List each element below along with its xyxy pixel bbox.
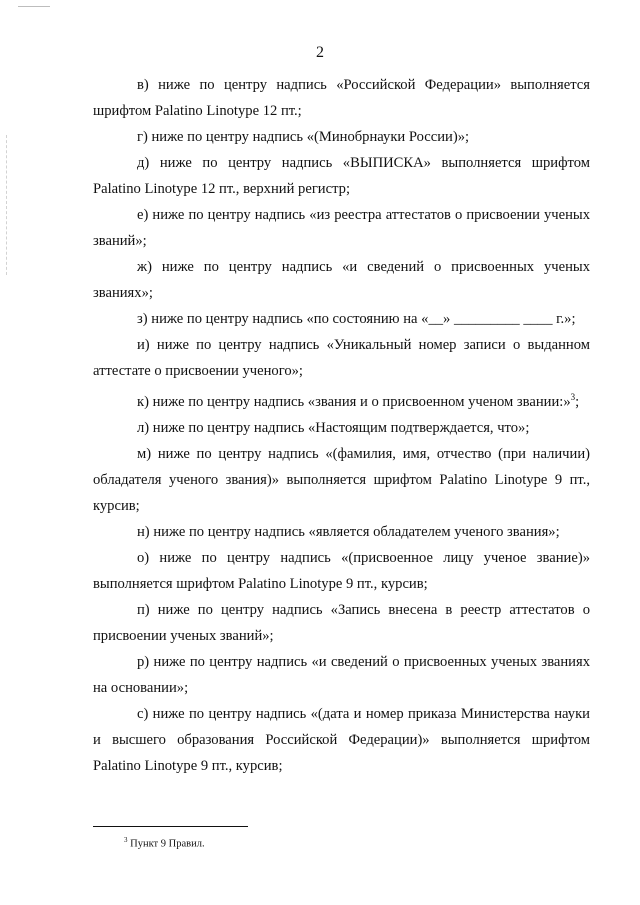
footnote-marker: 3 [124, 836, 128, 844]
scan-edge-dashes [6, 135, 7, 275]
footnote [124, 836, 205, 850]
paragraph-k-suffix: ; [575, 393, 580, 410]
footnote-divider [93, 826, 248, 827]
footnote-text: Пункт 9 Правил. [127, 838, 205, 850]
paragraph-v: в) ниже по центру надпись «Российской Федерации» выполняется шрифтом Palatino Linotype 12 пт.; [93, 77, 590, 119]
paragraph-g: г) ниже по центру надпись «(Минобрнауки России)»; [137, 129, 470, 145]
paragraph-e: е) ниже по центру надпись «из реестра аттестатов о присвоении ученых званий»; [93, 207, 590, 249]
page-number: 2 [316, 44, 324, 61]
paragraph-s: с) ниже по центру надпись «(дата и номер приказа Министерства науки и высшего образования Российской Федерации)» выполняется шрифтом Palatino Linotype 9 пт., курсив; [93, 705, 590, 774]
document-body [93, 72, 590, 779]
paragraph-d: д) ниже по центру надпись «ВЫПИСКА» выполняется шрифтом Palatino Linotype 12 пт., верхний регистр; [93, 155, 590, 197]
paragraph-r: р) ниже по центру надпись «и сведений о присвоенных ученых званиях на основании»; [93, 653, 590, 696]
paragraph-k [93, 384, 590, 415]
paragraph-z: з) ниже по центру надпись «по состоянию на «__» _________ ____ г.»; [137, 311, 576, 327]
paragraph-l: л) ниже по центру надпись «Настоящим подтверждается, что»; [137, 419, 530, 436]
scan-edge-mark [18, 6, 50, 7]
footnote-reference: 3 [570, 392, 576, 402]
paragraph-m: м) ниже по центру надпись «(фамилия, имя, отчество (при наличии) обладателя ученого звания)» выполняется шрифтом Palatino Linotype 9 пт., курсив; [93, 445, 590, 514]
paragraph-i: и) ниже по центру надпись «Уникальный номер записи о выданном аттестате о присвоении ученого»; [93, 337, 590, 379]
paragraph-p: п) ниже по центру надпись «Запись внесена в реестр аттестатов о присвоении ученых званий»; [93, 601, 590, 644]
paragraph-zh: ж) ниже по центру надпись «и сведений о присвоенных ученых званиях»; [93, 259, 590, 301]
paragraph-o: о) ниже по центру надпись «(присвоенное лицу ученое звание)» выполняется шрифтом Palatino Linotype 9 пт., курсив; [93, 549, 590, 592]
paragraph-n: н) ниже по центру надпись «является обладателем ученого звания»; [137, 523, 560, 540]
paragraph-k-text: к) ниже по центру надпись «звания и о присвоенном ученом звании:» [137, 393, 571, 410]
